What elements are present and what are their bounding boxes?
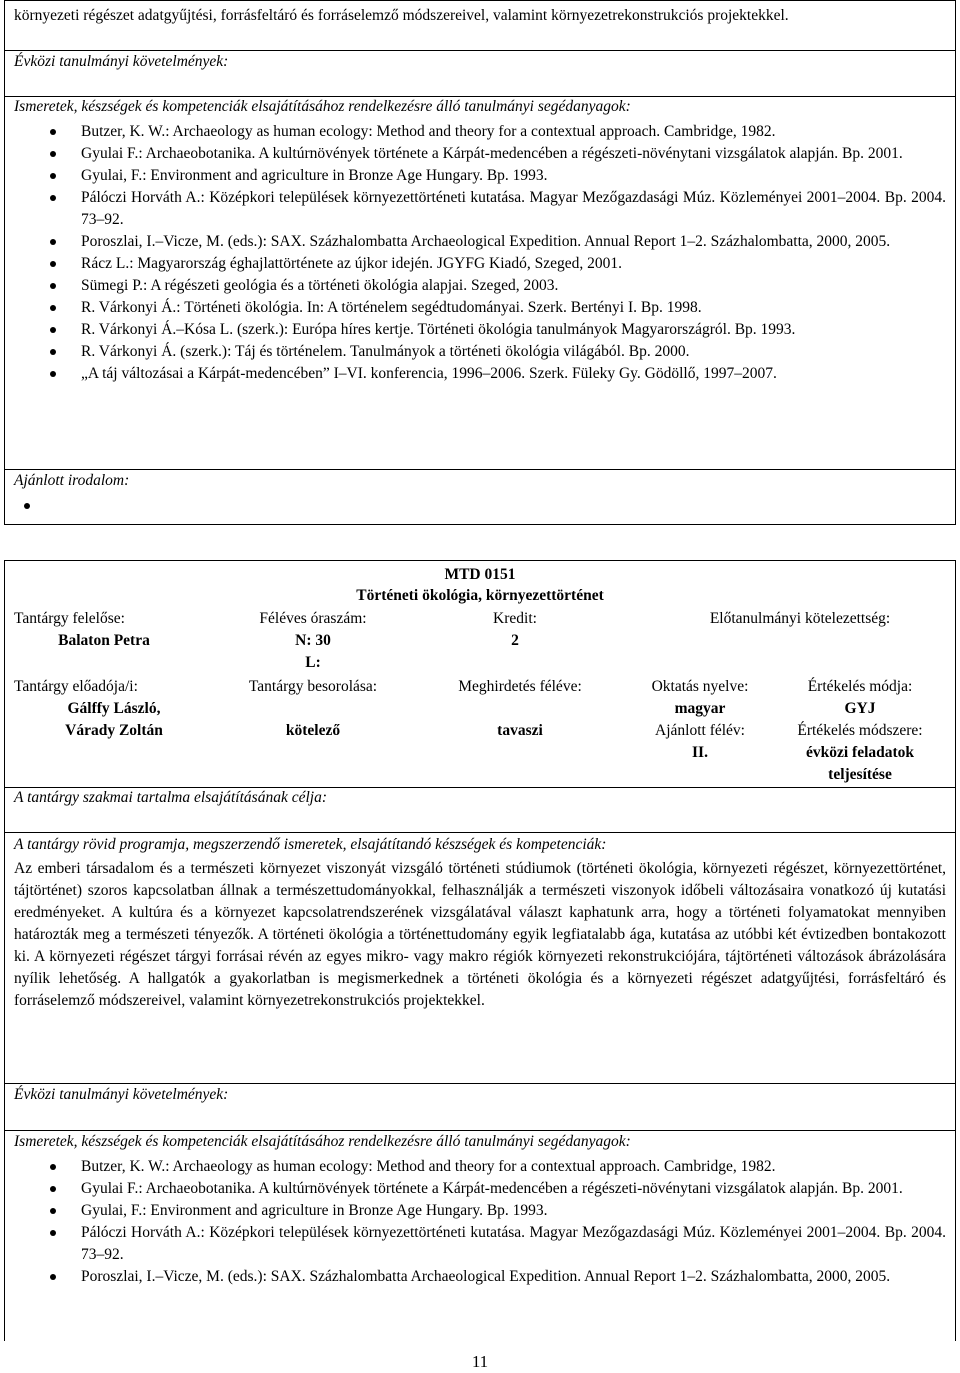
meghirdetes-value: tavaszi bbox=[497, 722, 543, 739]
top-left-border bbox=[4, 0, 5, 493]
list-item: R. Várkonyi Á. (szerk.): Táj és történelem. Tanulmányok a történeti ökológia világából. Bp. 2000. bbox=[14, 341, 946, 363]
nyelv-value: magyar bbox=[674, 700, 726, 717]
course-reference-list bbox=[14, 1156, 946, 1288]
ertekeles-modszere-1: évközi feladatok bbox=[805, 744, 915, 761]
list-item: Poroszlai, I.–Vicze, M. (eds.): SAX. Százhalombatta Archaeological Expedition. Annual Report 1–2. Százhalombatta, 2000, 2005. bbox=[14, 231, 946, 253]
besorolas-label: Tantárgy besorolása: bbox=[248, 678, 378, 695]
course-code: MTD 0151 bbox=[444, 566, 516, 583]
oraszam-label: Féléves óraszám: bbox=[259, 610, 367, 627]
nyelv-label: Oktatás nyelve: bbox=[651, 678, 749, 695]
list-item: Gyulai, F.: Environment and agriculture in Bronze Age Hungary. Bp. 1993. bbox=[14, 1200, 946, 1222]
kredit-value: 2 bbox=[511, 632, 519, 649]
divider bbox=[4, 832, 956, 833]
course-top-border bbox=[4, 560, 956, 561]
course-title: Történeti ökológia, környezettörténet bbox=[356, 587, 604, 604]
list-item: Sümegi P.: A régészeti geológia és a történeti ökológia alapjai. Szeged, 2003. bbox=[14, 275, 946, 297]
divider bbox=[4, 493, 5, 525]
program-text: Az emberi társadalom és a természeti környezet viszonyát vizsgáló történeti stúdiumok (történeti ökológia, környezeti régészet, környezettörténet, tájtörténet) szoros kapcsolatban állnak a természettudományokkal, felhasználják a természeti viszonyok időbeli változásaira vonatkozó új kutatási eredményeket. A kultúra és a környezet kapcsolatrendszerének vizsgálatával választ kaphatunk arra, hogy a történeti folyamatokat mennyiben határozták meg a természeti tényezők. A történeti ökológia a történettudomány egyik legfiatalabb ága, kutatása az utóbbi két évtizedben bontakozott ki. A környezeti régészet tárgyi forrásai révén az egyes mikro- vagy makro régiók környezeti rekonstrukciójára, tájtörténeti változások ábrázolására nyílik lehetőség. A hallgatók a gyakorlatban is megismerkednek a történeti ökológia és a környezeti régészet adatgyűjtési, forrásfeltáró és forráselemző módszereivel, valamint környezetrekonstrukciós projektekkel. bbox=[14, 860, 946, 1009]
ajanlott-felev-label: Ajánlott félév: bbox=[655, 722, 745, 739]
course-left-border bbox=[4, 560, 5, 1341]
page-number: 11 bbox=[471, 1352, 489, 1371]
list-item: Gyulai F.: Archaeobotanika. A kultúrnövények története a Kárpát-medencében a régészeti-növénytani vizsgálatok alapján. Bp. 2001. bbox=[14, 1178, 946, 1200]
list-item: Poroszlai, I.–Vicze, M. (eds.): SAX. Százhalombatta Archaeological Expedition. Annual Report 1–2. Százhalombatta, 2000, 2005. bbox=[14, 1266, 946, 1288]
oraszam-n: N: 30 bbox=[295, 632, 331, 649]
felelos-value: Balaton Petra bbox=[58, 632, 150, 649]
eloado-1: Gálffy László, bbox=[67, 700, 161, 717]
meghirdetes-label: Meghirdetés féléve: bbox=[458, 678, 582, 695]
list-item: Gyulai, F.: Environment and agriculture in Bronze Age Hungary. Bp. 1993. bbox=[14, 165, 946, 187]
divider bbox=[4, 524, 956, 525]
list-item: Pálóczi Horváth A.: Középkori települések környezettörténeti kutatása. Magyar Mezőgazdasági Múz. Közleményei 2001–2004. Bp. 2004. 73–92. bbox=[14, 187, 946, 231]
course-right-border bbox=[955, 560, 956, 1341]
top-ismeretek-heading: Ismeretek, készségek és kompetenciák elsajátításához rendelkezésre álló tanulmányi segédanyagok: bbox=[14, 98, 631, 115]
list-item: R. Várkonyi Á.: Történeti ökológia. In: A történelem segédtudományai. Szerk. Bertényi I. Bp. 1998. bbox=[14, 297, 946, 319]
top-evkozi-heading: Évközi tanulmányi követelmények: bbox=[14, 53, 229, 70]
list-item: Pálóczi Horváth A.: Középkori települések környezettörténeti kutatása. Magyar Mezőgazdasági Múz. Közleményei 2001–2004. Bp. 2004. 73–92. bbox=[14, 1222, 946, 1266]
celja-heading: A tantárgy szakmai tartalma elsajátításának célja: bbox=[14, 789, 327, 806]
oraszam-l: L: bbox=[305, 654, 321, 671]
divider bbox=[955, 493, 956, 525]
course-evkozi-heading: Évközi tanulmányi követelmények: bbox=[14, 1086, 229, 1103]
eloado-2: Várady Zoltán bbox=[65, 722, 163, 739]
kredit-label: Kredit: bbox=[493, 610, 537, 627]
felelos-label: Tantárgy felelőse: bbox=[14, 610, 125, 627]
eloado-label: Tantárgy előadója/i: bbox=[14, 678, 138, 695]
ertekeles-modszere-label: Értékelés módszere: bbox=[797, 722, 923, 739]
list-item: „A táj változásai a Kárpát-medencében” I–VI. konferencia, 1996–2006. Szerk. Füleky Gy. Gödöllő, 1997–2007. bbox=[14, 363, 946, 385]
list-item: Gyulai F.: Archaeobotanika. A kultúrnövények története a Kárpát-medencében a régészeti-növénytani vizsgálatok alapján. Bp. 2001. bbox=[14, 143, 946, 165]
ertekeles-modja-label: Értékelés módja: bbox=[807, 678, 913, 695]
ertekeles-modja-value: GYJ bbox=[844, 700, 876, 717]
program-heading: A tantárgy rövid programja, megszerzendő ismeretek, elsajátítandó készségek és kompetenciák: bbox=[14, 836, 607, 853]
top-reference-list bbox=[14, 121, 946, 385]
top-border bbox=[4, 0, 956, 1]
top-right-border bbox=[955, 0, 956, 493]
list-item: R. Várkonyi Á.–Kósa L. (szerk.): Európa híres kertje. Történeti ökológia tanulmányok Magyarországról. Bp. 1993. bbox=[14, 319, 946, 341]
ajanlott-felev-value: II. bbox=[692, 744, 708, 761]
top-continuation-text: környezeti régészet adatgyűjtési, forrásfeltáró és forráselemző módszereivel, valamint környezetrekonstrukciós projektekkel. bbox=[14, 7, 789, 24]
list-item: Rácz L.: Magyarország éghajlattörténete az újkor idején. JGYFG Kiadó, Szeged, 2001. bbox=[14, 253, 946, 275]
top-ajanlott-heading: Ajánlott irodalom: bbox=[14, 472, 130, 489]
elotanulmanyi-label: Előtanulmányi kötelezettség: bbox=[709, 610, 891, 627]
ertekeles-modszere-2: teljesítése bbox=[828, 766, 892, 783]
list-item: Butzer, K. W.: Archaeology as human ecology: Method and theory for a contextual approach. Cambridge, 1982. bbox=[14, 1156, 946, 1178]
besorolas-value: kötelező bbox=[285, 722, 341, 739]
empty-bullet-icon bbox=[24, 503, 30, 509]
course-ismeretek-heading: Ismeretek, készségek és kompetenciák elsajátításához rendelkezésre álló tanulmányi segédanyagok: bbox=[14, 1133, 631, 1150]
list-item: Butzer, K. W.: Archaeology as human ecology: Method and theory for a contextual approach. Cambridge, 1982. bbox=[14, 121, 946, 143]
